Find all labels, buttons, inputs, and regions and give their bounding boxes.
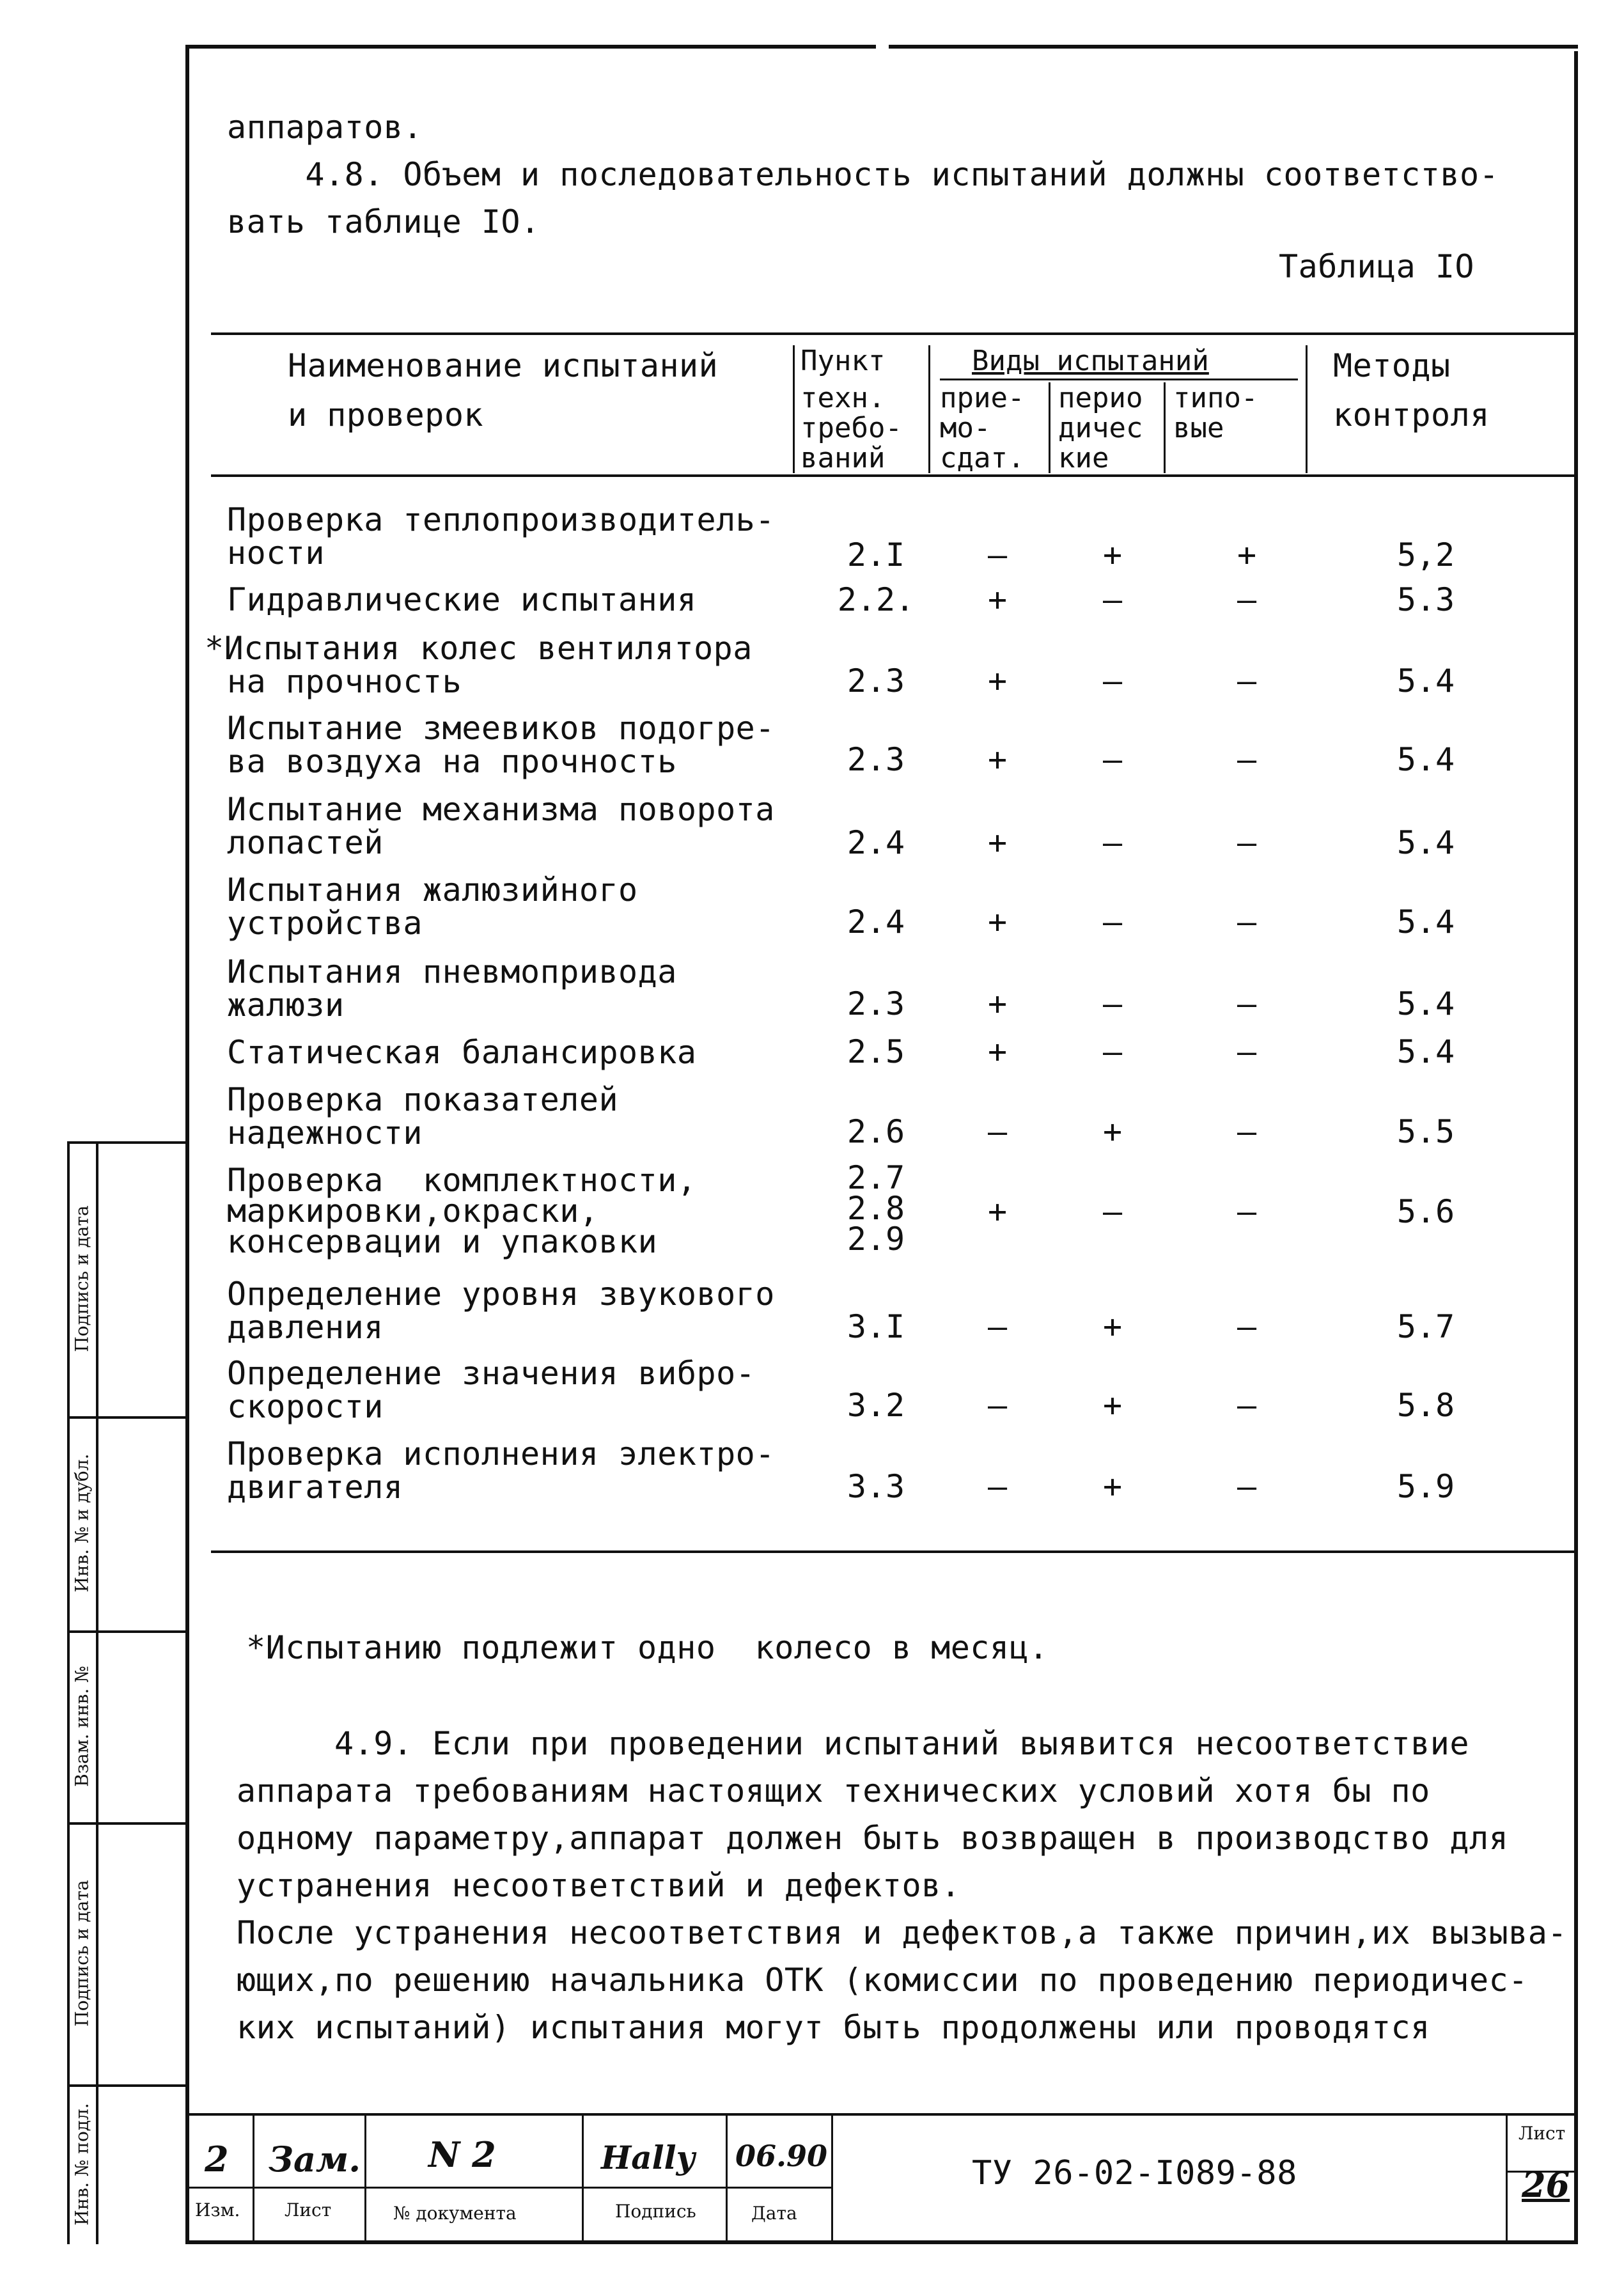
table-caption: Таблица IO xyxy=(1279,248,1475,285)
row-name-line: Испытание змеевиков подогре- xyxy=(227,710,775,747)
row-method: 5.5 xyxy=(1396,1113,1455,1150)
row-priem: + xyxy=(987,903,1008,941)
row-priem: + xyxy=(987,741,1008,778)
header-tipov-1: типо- xyxy=(1173,382,1258,414)
row-priem: – xyxy=(987,1308,1008,1345)
row-tipov: – xyxy=(1237,985,1257,1022)
stamp-izm-value: 2 xyxy=(205,2139,229,2180)
intro-line-1: 4.8. Объем и последовательность испытаний должны соответство- xyxy=(227,156,1499,193)
row-method: 5.9 xyxy=(1396,1468,1455,1505)
stamp-doc-label: № документа xyxy=(393,2203,517,2224)
row-method: 5.4 xyxy=(1396,903,1455,941)
row-priem: + xyxy=(987,985,1008,1022)
row-period: – xyxy=(1102,903,1123,941)
row-name-line: маркировки,окраски, xyxy=(227,1192,599,1230)
stamp-izm-label: Изм. xyxy=(195,2199,240,2221)
intro-line-2: вать таблице IO. xyxy=(227,203,540,240)
stamp-signature: Hally xyxy=(601,2139,695,2176)
row-method: 5,2 xyxy=(1396,536,1455,574)
header-period-2: дичес xyxy=(1058,412,1143,444)
row-priem: + xyxy=(987,1193,1008,1230)
para-line: одному параметру,аппарат должен быть возвращен в производство для xyxy=(237,1820,1509,1857)
side-label-signature-date-bottom: Подпись и дата xyxy=(71,1880,93,2027)
row-punkt: 2.8 xyxy=(847,1190,905,1227)
row-name-line: Испытания пневмопривода xyxy=(227,953,677,990)
row-period: – xyxy=(1102,1193,1123,1230)
row-punkt: 2.4 xyxy=(847,903,905,941)
doc-code: ТУ 26-02-I089-88 xyxy=(972,2154,1297,2192)
row-name-line: *Испытания колес вентилятора xyxy=(205,630,753,667)
row-punkt: 3.I xyxy=(847,1308,905,1345)
header-tipov-2: вые xyxy=(1173,412,1224,444)
para-line: После устранения несоответствия и дефектов,а также причин,их вызыва- xyxy=(237,1914,1567,1951)
row-punkt: 3.2 xyxy=(847,1387,905,1424)
header-priem-1: прие- xyxy=(940,382,1025,414)
row-tipov: – xyxy=(1237,824,1257,861)
row-name-line: Испытание механизма поворота xyxy=(227,791,775,828)
header-metody-1: Методы xyxy=(1333,347,1451,384)
row-tipov: – xyxy=(1237,581,1257,618)
row-period: – xyxy=(1102,581,1123,618)
row-tipov: – xyxy=(1237,1468,1257,1505)
row-method: 5.4 xyxy=(1396,985,1455,1022)
row-punkt: 2.I xyxy=(847,536,905,574)
header-priem-3: сдат. xyxy=(940,442,1025,474)
row-tipov: – xyxy=(1237,1113,1257,1150)
row-punkt: 2.5 xyxy=(847,1033,905,1070)
row-period: – xyxy=(1102,662,1123,699)
para-line: ющих,по решению начальника ОТК (комиссии по проведению периодичес- xyxy=(237,1962,1528,1999)
header-punkt-2: техн. xyxy=(800,382,886,414)
row-period: + xyxy=(1102,1387,1123,1424)
row-punkt: 2.9 xyxy=(847,1221,905,1258)
side-label-signature-date-top: Подпись и дата xyxy=(71,1205,93,1352)
row-method: 5.4 xyxy=(1396,662,1455,699)
row-period: + xyxy=(1102,536,1123,574)
row-punkt: 2.6 xyxy=(847,1113,905,1150)
row-tipov: – xyxy=(1237,903,1257,941)
side-label-inv-dubl: Инв. № и дубл. xyxy=(71,1453,93,1593)
row-name-line: ва воздуха на прочность xyxy=(227,743,677,780)
para-line: устранения несоответствий и дефектов. xyxy=(237,1867,961,1904)
row-name-line: Определение значения вибро- xyxy=(227,1355,756,1392)
row-name-line: давления xyxy=(227,1309,384,1346)
header-metody-2: контроля xyxy=(1333,396,1490,433)
row-period: + xyxy=(1102,1113,1123,1150)
row-name-line: Испытания жалюзийного xyxy=(227,871,638,909)
row-priem: – xyxy=(987,1387,1008,1424)
row-tipov: – xyxy=(1237,1308,1257,1345)
row-priem: – xyxy=(987,1113,1008,1150)
row-name-line: надежности xyxy=(227,1114,423,1152)
row-name-line: Проверка теплопроизводитель- xyxy=(227,501,775,538)
row-name-line: ности xyxy=(227,535,325,572)
row-period: – xyxy=(1102,1033,1123,1070)
row-method: 5.4 xyxy=(1396,1033,1455,1070)
para-line: аппарата требованиям настоящих технических условий хотя бы по xyxy=(237,1772,1430,1809)
row-name-line: устройства xyxy=(227,905,423,942)
row-period: + xyxy=(1102,1468,1123,1505)
header-punkt-3: требо- xyxy=(800,412,902,444)
header-vidy: Виды испытаний xyxy=(972,345,1209,377)
row-name-line: Гидравлические испытания xyxy=(227,581,697,618)
row-tipov: – xyxy=(1237,1033,1257,1070)
footnote: *Испытанию подлежит одно колесо в месяц. xyxy=(246,1629,1049,1666)
header-period-1: перио xyxy=(1058,382,1143,414)
row-punkt: 2.2. xyxy=(837,581,915,618)
row-method: 5.3 xyxy=(1396,581,1455,618)
row-period: – xyxy=(1102,985,1123,1022)
row-name-line: Определение уровня звукового xyxy=(227,1276,775,1313)
stamp-list-label: Лист xyxy=(285,2199,332,2221)
row-priem: – xyxy=(987,1468,1008,1505)
row-name-line: Статическая балансировка xyxy=(227,1034,697,1071)
para-line: 4.9. Если при проведении испытаний выявится несоответствие xyxy=(237,1725,1469,1762)
row-method: 5.4 xyxy=(1396,741,1455,778)
row-name-line: консервации и упаковки xyxy=(227,1223,658,1260)
row-method: 5.4 xyxy=(1396,824,1455,861)
row-priem: + xyxy=(987,1033,1008,1070)
row-name-line: лопастей xyxy=(227,824,384,861)
row-method: 5.6 xyxy=(1396,1193,1455,1230)
row-punkt: 2.3 xyxy=(847,741,905,778)
row-punkt: 2.3 xyxy=(847,985,905,1022)
stamp-sign-label: Подпись xyxy=(615,2201,696,2222)
row-period: – xyxy=(1102,741,1123,778)
row-name-line: двигателя xyxy=(227,1469,403,1506)
row-name-line: жалюзи xyxy=(227,987,345,1024)
row-tipov: – xyxy=(1237,741,1257,778)
row-name-line: Проверка комплектности, xyxy=(227,1162,697,1199)
row-priem: + xyxy=(987,581,1008,618)
row-method: 5.7 xyxy=(1396,1308,1455,1345)
side-label-inv-podl: Инв. № подл. xyxy=(71,2103,93,2226)
stamp-list-value: Зам. xyxy=(269,2139,361,2180)
sheet-label: Лист xyxy=(1519,2123,1566,2144)
header-name-line1: Наименование испытаний xyxy=(288,347,719,384)
sheet-number: 26 xyxy=(1522,2164,1570,2205)
row-method: 5.8 xyxy=(1396,1387,1455,1424)
row-priem: – xyxy=(987,536,1008,574)
row-punkt: 3.3 xyxy=(847,1468,905,1505)
stamp-doc-value: N 2 xyxy=(428,2134,496,2175)
row-name-line: Проверка показателей xyxy=(227,1081,619,1118)
row-tipov: – xyxy=(1237,1387,1257,1424)
row-tipov: + xyxy=(1237,536,1257,574)
para-line: ких испытаний) испытания могут быть продолжены или проводятся xyxy=(237,2009,1430,2046)
row-period: – xyxy=(1102,824,1123,861)
header-punkt-1: Пункт xyxy=(800,345,886,377)
row-period: + xyxy=(1102,1308,1123,1345)
row-punkt: 2.3 xyxy=(847,662,905,699)
row-tipov: – xyxy=(1237,1193,1257,1230)
row-priem: + xyxy=(987,662,1008,699)
header-period-3: кие xyxy=(1058,442,1109,474)
row-name-line: на прочность xyxy=(227,663,462,700)
row-priem: + xyxy=(987,824,1008,861)
row-name-line: скорости xyxy=(227,1388,384,1425)
row-punkt: 2.4 xyxy=(847,824,905,861)
row-tipov: – xyxy=(1237,662,1257,699)
row-punkt: 2.7 xyxy=(847,1159,905,1196)
row-name-line: Проверка исполнения электро- xyxy=(227,1435,775,1472)
header-punkt-4: ваний xyxy=(800,442,886,474)
stamp-date-value: 06.90 xyxy=(735,2139,828,2173)
header-name-line2: и проверок xyxy=(288,396,484,433)
side-label-vzam-inv: Взам. инв. № xyxy=(71,1666,93,1787)
stamp-date-label: Дата xyxy=(751,2203,797,2224)
header-priem-2: мо- xyxy=(940,412,991,444)
intro-line-0: аппаратов. xyxy=(227,109,423,146)
